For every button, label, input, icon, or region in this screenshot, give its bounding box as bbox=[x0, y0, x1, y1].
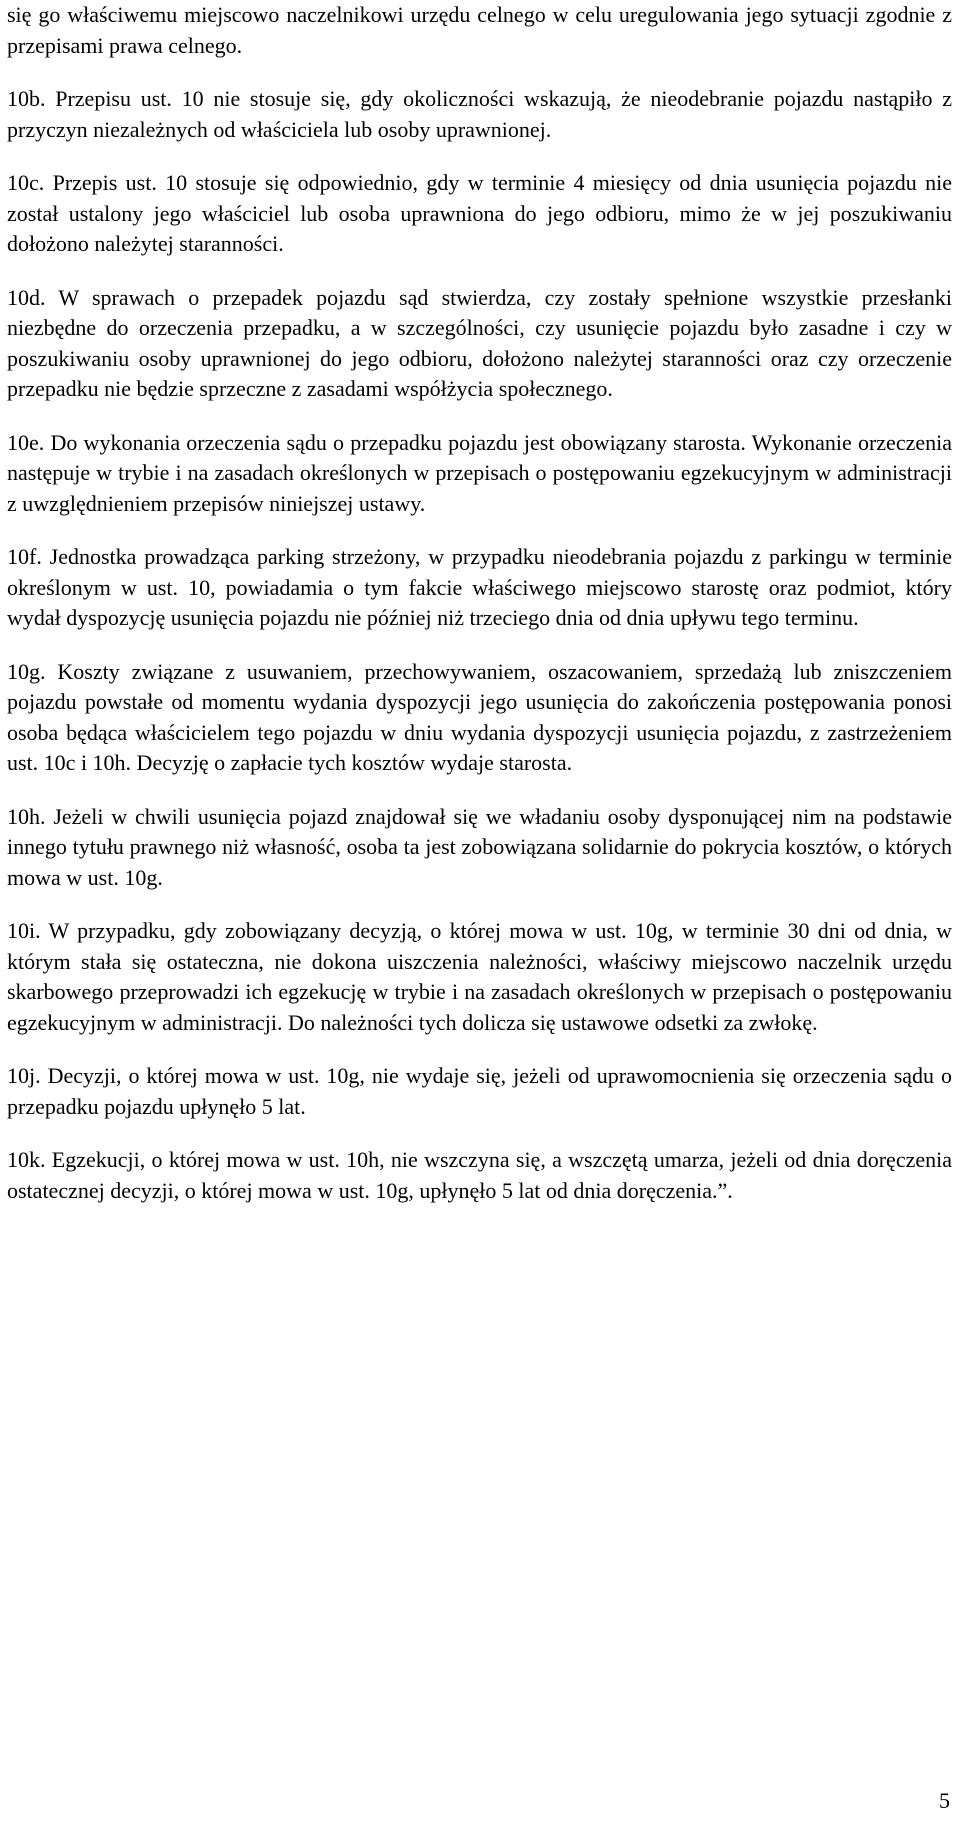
paragraph-10i: 10i. W przypadku, gdy zobowiązany decyzją, o której mowa w ust. 10g, w terminie 30 dni od dnia, w którym stała się ostateczna, nie dokona uiszczenia należności, właściwy miejscowo naczelnik urzędu skarbowego przeprowadzi ich egzekucję w trybie i na zasadach określonych w przepisach o postępowaniu egzekucyjnym w administracji. Do należności tych dolicza się ustawowe odsetki za zwłokę. bbox=[7, 918, 952, 1035]
document-body bbox=[7, 0, 952, 1229]
paragraph-10d: 10d. W sprawach o przepadek pojazdu sąd stwierdza, czy zostały spełnione wszystkie przesłanki niezbędne do orzeczenia przepadku, a w szczególności, czy usunięcie pojazdu było zasadne i czy w poszukiwaniu osoby uprawnionej do jego odbioru, dołożono należytej staranności oraz czy orzeczenie przepadku nie będzie sprzeczne z zasadami współżycia społecznego. bbox=[7, 284, 952, 401]
paragraph-10h: 10h. Jeżeli w chwili usunięcia pojazd znajdował się we władaniu osoby dysponującej nim na podstawie innego tytułu prawnego niż własność, osoba ta jest zobowiązana solidarnie do pokrycia kosztów, o których mowa w ust. 10g. bbox=[7, 803, 952, 890]
paragraph-10b: 10b. Przepisu ust. 10 nie stosuje się, gdy okoliczności wskazują, że nieodebranie pojazdu nastąpiło z przyczyn niezależnych od właściciela lub osoby uprawnionej. bbox=[7, 86, 952, 142]
page-number: 5 bbox=[939, 1788, 950, 1813]
paragraph-10f: 10f. Jednostka prowadząca parking strzeżony, w przypadku nieodebrania pojazdu z parkingu w terminie określonym w ust. 10, powiadamia o tym fakcie właściwego miejscowo starostę oraz podmiot, który wydał dyspozycję usunięcia pojazdu nie później niż trzeciego dnia od dnia upływu tego terminu. bbox=[7, 544, 952, 630]
paragraph-10e: 10e. Do wykonania orzeczenia sądu o przepadku pojazdu jest obowiązany starosta. Wykonanie orzeczenia następuje w trybie i na zasadach określonych w przepisach o postępowaniu egzekucyjnym w administracji z uwzględnieniem przepisów niniejszej ustawy. bbox=[7, 429, 952, 516]
paragraph-10k: 10k. Egzekucji, o której mowa w ust. 10h, nie wszczyna się, a wszczętą umarza, jeżeli od dnia doręczenia ostatecznej decyzji, o której mowa w ust. 10g, upłynęło 5 lat od dnia doręczenia.”. bbox=[7, 1147, 952, 1203]
paragraph-10j: 10j. Decyzji, o której mowa w ust. 10g, nie wydaje się, jeżeli od uprawomocnienia się orzeczenia sądu o przepadku pojazdu upłynęło 5 lat. bbox=[7, 1063, 952, 1119]
paragraph-10c: 10c. Przepis ust. 10 stosuje się odpowiednio, gdy w terminie 4 miesięcy od dnia usunięcia pojazdu nie został ustalony jego właściciel lub osoba uprawniona do jego odbioru, mimo że w jej poszukiwaniu dołożono należytej staranności. bbox=[7, 170, 952, 256]
paragraph-continuation: się go właściwemu miejscowo naczelnikowi urzędu celnego w celu uregulowania jego sytuacji zgodnie z przepisami prawa celnego. bbox=[7, 2, 952, 58]
paragraph-10g: 10g. Koszty związane z usuwaniem, przechowywaniem, oszacowaniem, sprzedażą lub zniszczeniem pojazdu powstałe od momentu wydania dyspozycji jego usunięcia do zakończenia postępowania ponosi osoba będąca właścicielem tego pojazdu w dniu wydania dyspozycji usunięcia pojazdu, z zastrzeżeniem ust. 10c i 10h. Decyzję o zapłacie tych kosztów wydaje starosta. bbox=[7, 658, 952, 775]
